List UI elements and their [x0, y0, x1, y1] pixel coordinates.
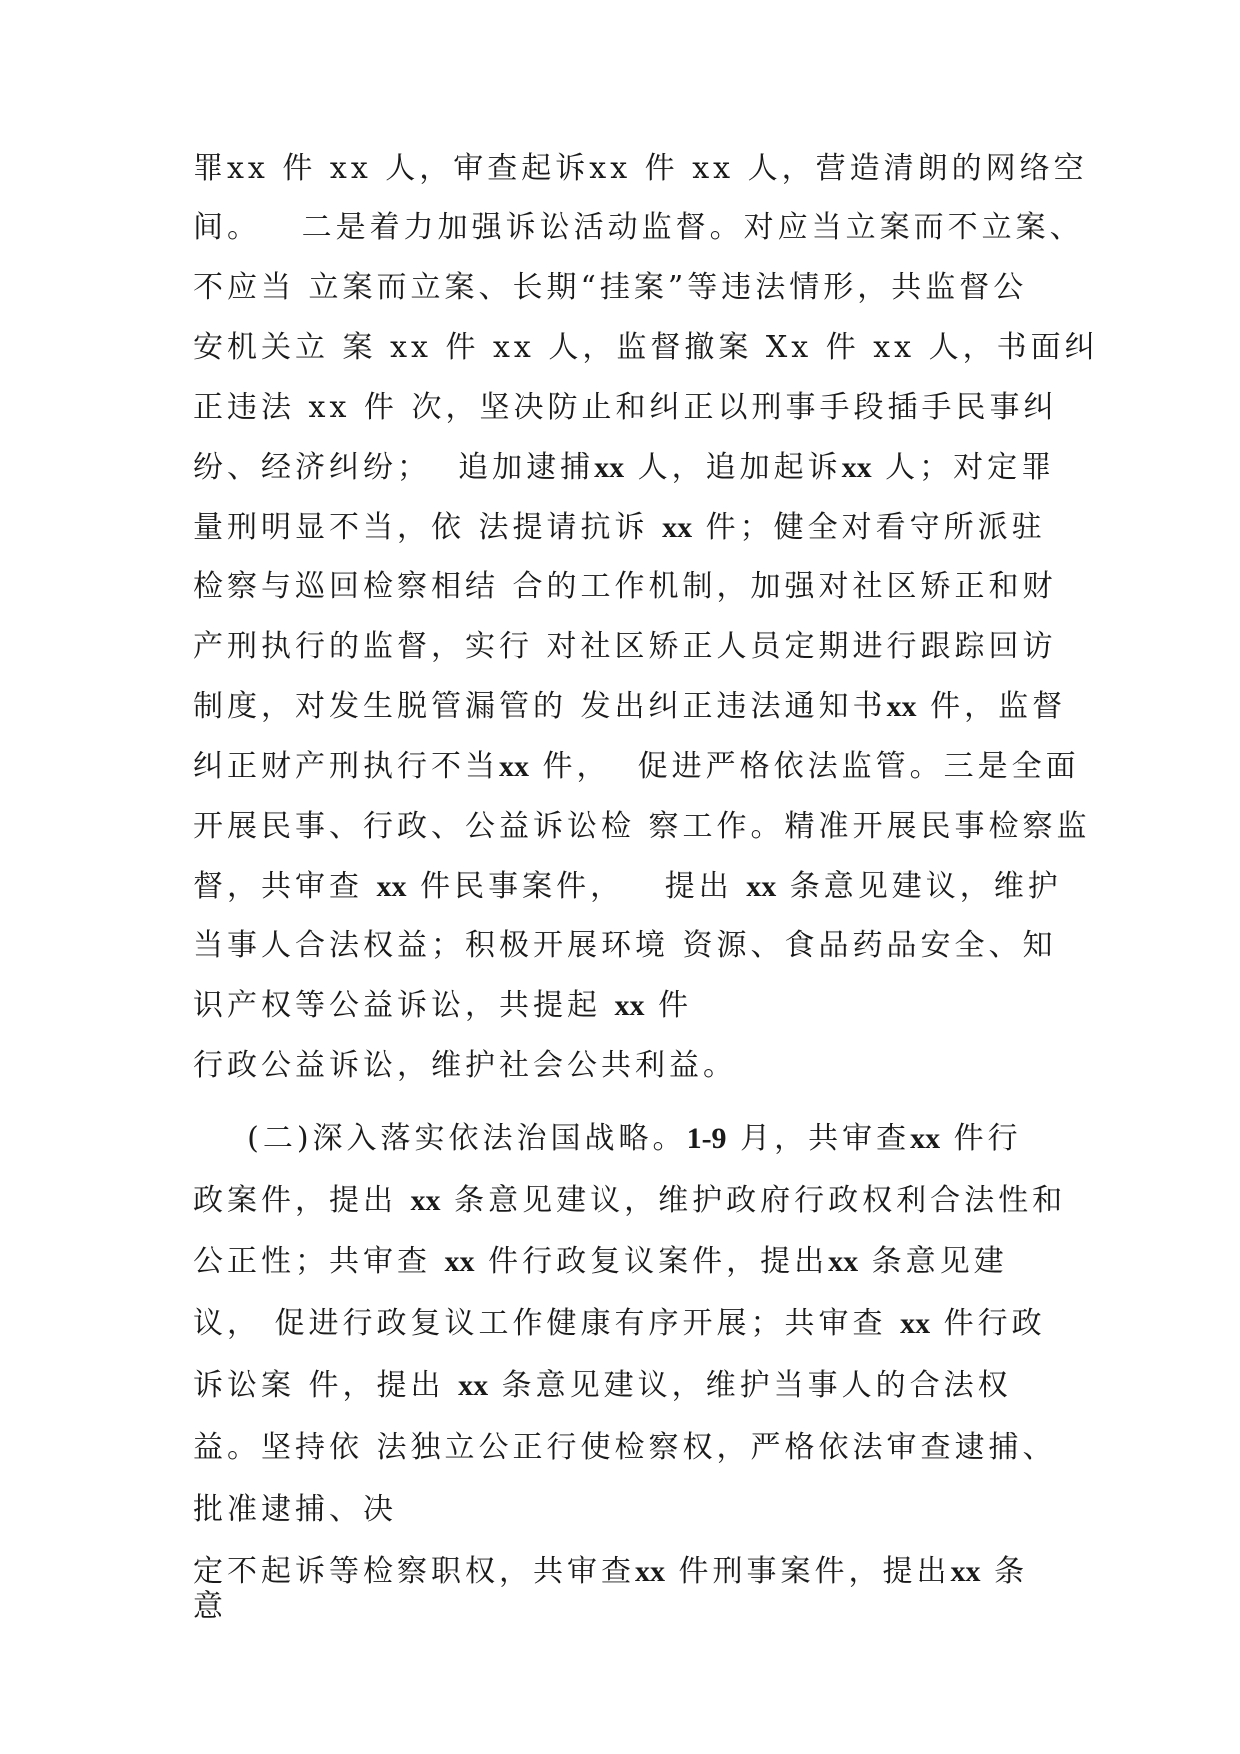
bold-token: xx: [886, 690, 917, 723]
bold-token: xx: [614, 989, 645, 1022]
text-line: 公正性；共审查 xx 件行政复议案件，提出xx 条意见建: [193, 1244, 1008, 1279]
bold-token: xx: [910, 1122, 941, 1155]
text-line: 产刑执行的监督，实行 对社区矫正人员定期进行跟踪回访: [193, 629, 1057, 664]
text-line: 开展民事、行政、公益诉讼检 察工作。精准开展民事检察监: [193, 809, 1091, 844]
text-line: 正违法 xx 件 次，坚决防止和纠正以刑事手段插手民事纠: [193, 390, 1058, 425]
text-line: 罪xx 件 xx 人，审查起诉xx 件 xx 人，营造清朗的网络空: [193, 151, 1088, 186]
bold-token: xx: [594, 451, 625, 484]
text-line: 安机关立 案 xx 件 xx 人，监督撤案 Xx 件 xx 人，书面纠: [193, 330, 1099, 365]
bold-token: xx: [828, 1245, 859, 1278]
bold-token: xx: [950, 1555, 981, 1588]
text-line: 定不起诉等检察职权，共审查xx 件刑事案件，提出xx 条: [193, 1554, 1029, 1589]
text-line: 政案件，提出 xx 条意见建议，维护政府行政权利合法性和: [193, 1183, 1067, 1218]
section-heading-line: (二)深入落实依法治国战略。1-9 月，共审查xx 件行: [193, 1121, 1022, 1156]
text-line: 识产权等公益诉讼，共提起 xx 件: [193, 988, 693, 1023]
bold-token: xx: [746, 870, 777, 903]
bold-token: xx: [662, 511, 693, 544]
text-line: 制度，对发生脱管漏管的 发出纠正违法通知书xx 件，监督: [193, 689, 1067, 724]
text-line: 行政公益诉讼，维护社会公共利益。: [193, 1048, 737, 1083]
text-line: 间。 二是着力加强诉讼活动监督。对应当立案而不立案、: [193, 210, 1084, 245]
bold-token: xx: [841, 451, 872, 484]
bold-token: xx: [900, 1307, 931, 1340]
bold-token: xx: [499, 750, 529, 783]
bold-token: xx: [410, 1184, 441, 1217]
text-line: 纠正财产刑执行不当xx 件， 促进严格依法监管。三是全面: [193, 749, 1080, 784]
text-line: 检察与巡回检察相结 合的工作机制，加强对社区矫正和财: [193, 569, 1057, 604]
bold-token: xx: [635, 1555, 665, 1588]
text-line: 意: [193, 1589, 227, 1624]
text-line: 纷、经济纠纷； 追加逮捕xx 人，追加起诉xx 人；对定罪: [193, 450, 1056, 485]
bold-token: 1-9: [686, 1122, 727, 1155]
bold-token: xx: [376, 870, 407, 903]
text-line: 量刑明显不当，依 法提请抗诉 xx 件；健全对看守所派驻: [193, 510, 1046, 545]
bold-token: xx: [458, 1369, 489, 1402]
text-line: 诉讼案 件，提出 xx 条意见建议，维护当事人的合法权: [193, 1368, 1012, 1403]
text-line: 当事人合法权益；积极开展环境 资源、食品药品安全、知: [193, 928, 1057, 963]
text-line: 批准逮捕、决: [193, 1492, 397, 1527]
text-line: 益。坚持依 法独立公正行使检察权，严格依法审查逮捕、: [193, 1430, 1057, 1465]
text-line: 督，共审查 xx 件民事案件， 提出 xx 条意见建议，维护: [193, 869, 1062, 904]
text-line: 议， 促进行政复议工作健康有序开展；共审查 xx 件行政: [193, 1306, 1046, 1341]
text-line: 不应当 立案而立案、长期“挂案”等违法情形，共监督公: [193, 270, 1028, 305]
bold-token: xx: [444, 1245, 475, 1278]
